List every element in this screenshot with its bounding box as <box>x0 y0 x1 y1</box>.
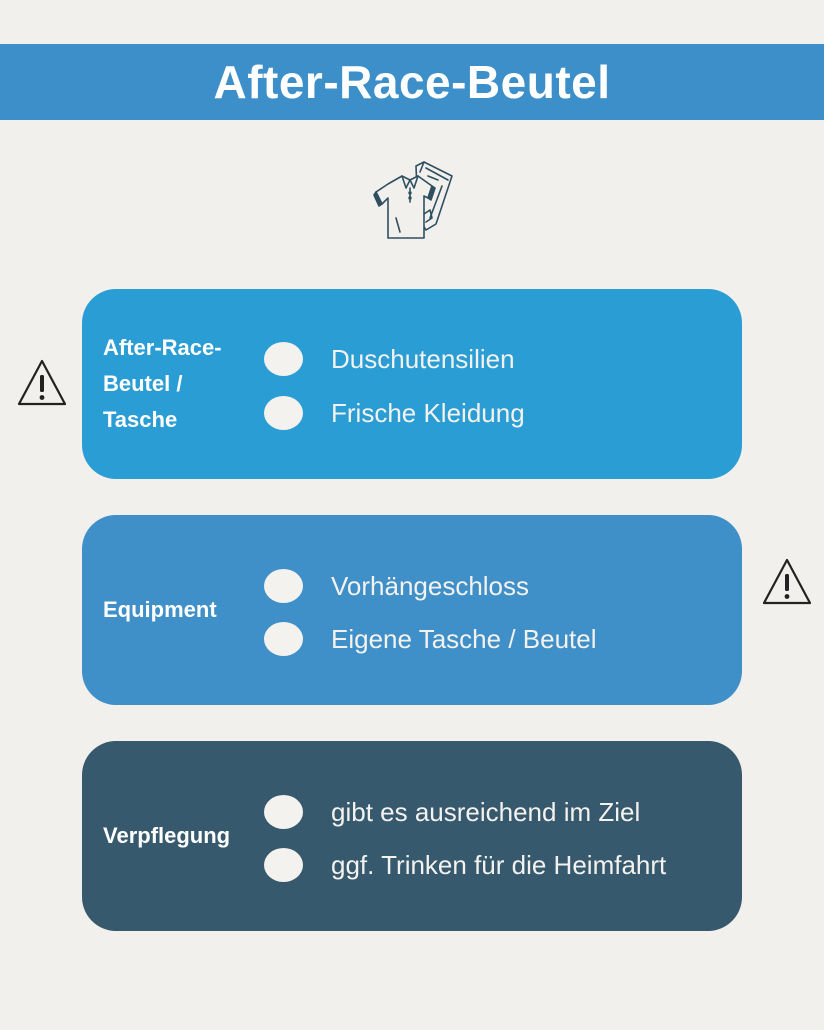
checklist-item-label: Eigene Tasche / Beutel <box>331 623 597 654</box>
card-label-line: Beutel / <box>103 371 183 396</box>
page-title: After-Race-Beutel <box>213 56 611 108</box>
card-after-race-bag <box>82 289 742 479</box>
card-catering <box>82 741 742 931</box>
checklist-item[interactable] <box>264 794 640 830</box>
card-label-line: After-Race- <box>103 335 222 360</box>
checkbox-circle[interactable] <box>264 569 303 603</box>
card-equipment <box>82 515 742 705</box>
card-label <box>103 289 253 479</box>
card-label <box>103 741 253 931</box>
card-label <box>103 515 253 705</box>
clothes-icon <box>366 158 458 244</box>
checkbox-circle[interactable] <box>264 622 303 656</box>
checklist-item-label: gibt es ausreichend im Ziel <box>331 796 641 827</box>
checklist-item[interactable] <box>264 395 525 431</box>
checklist-item-label: Vorhängeschloss <box>331 570 530 601</box>
checklist-item[interactable] <box>264 341 515 377</box>
checklist-item-label: Duschutensilien <box>331 343 515 374</box>
checkbox-circle[interactable] <box>264 342 303 376</box>
checklist-item[interactable] <box>264 847 666 883</box>
warning-icon <box>761 557 813 607</box>
checklist-item-label: Frische Kleidung <box>331 397 525 428</box>
warning-icon <box>16 358 68 408</box>
checkbox-circle[interactable] <box>264 795 303 829</box>
card-label-line: Verpflegung <box>103 823 231 848</box>
checkbox-circle[interactable] <box>264 848 303 882</box>
checkbox-circle[interactable] <box>264 396 303 430</box>
card-label-line: Equipment <box>103 597 217 622</box>
checklist-item[interactable] <box>264 568 529 604</box>
card-label-line: Tasche <box>103 407 178 432</box>
checklist-item[interactable] <box>264 621 596 657</box>
checklist-item-label: ggf. Trinken für die Heimfahrt <box>331 849 667 880</box>
title-banner <box>0 44 824 120</box>
